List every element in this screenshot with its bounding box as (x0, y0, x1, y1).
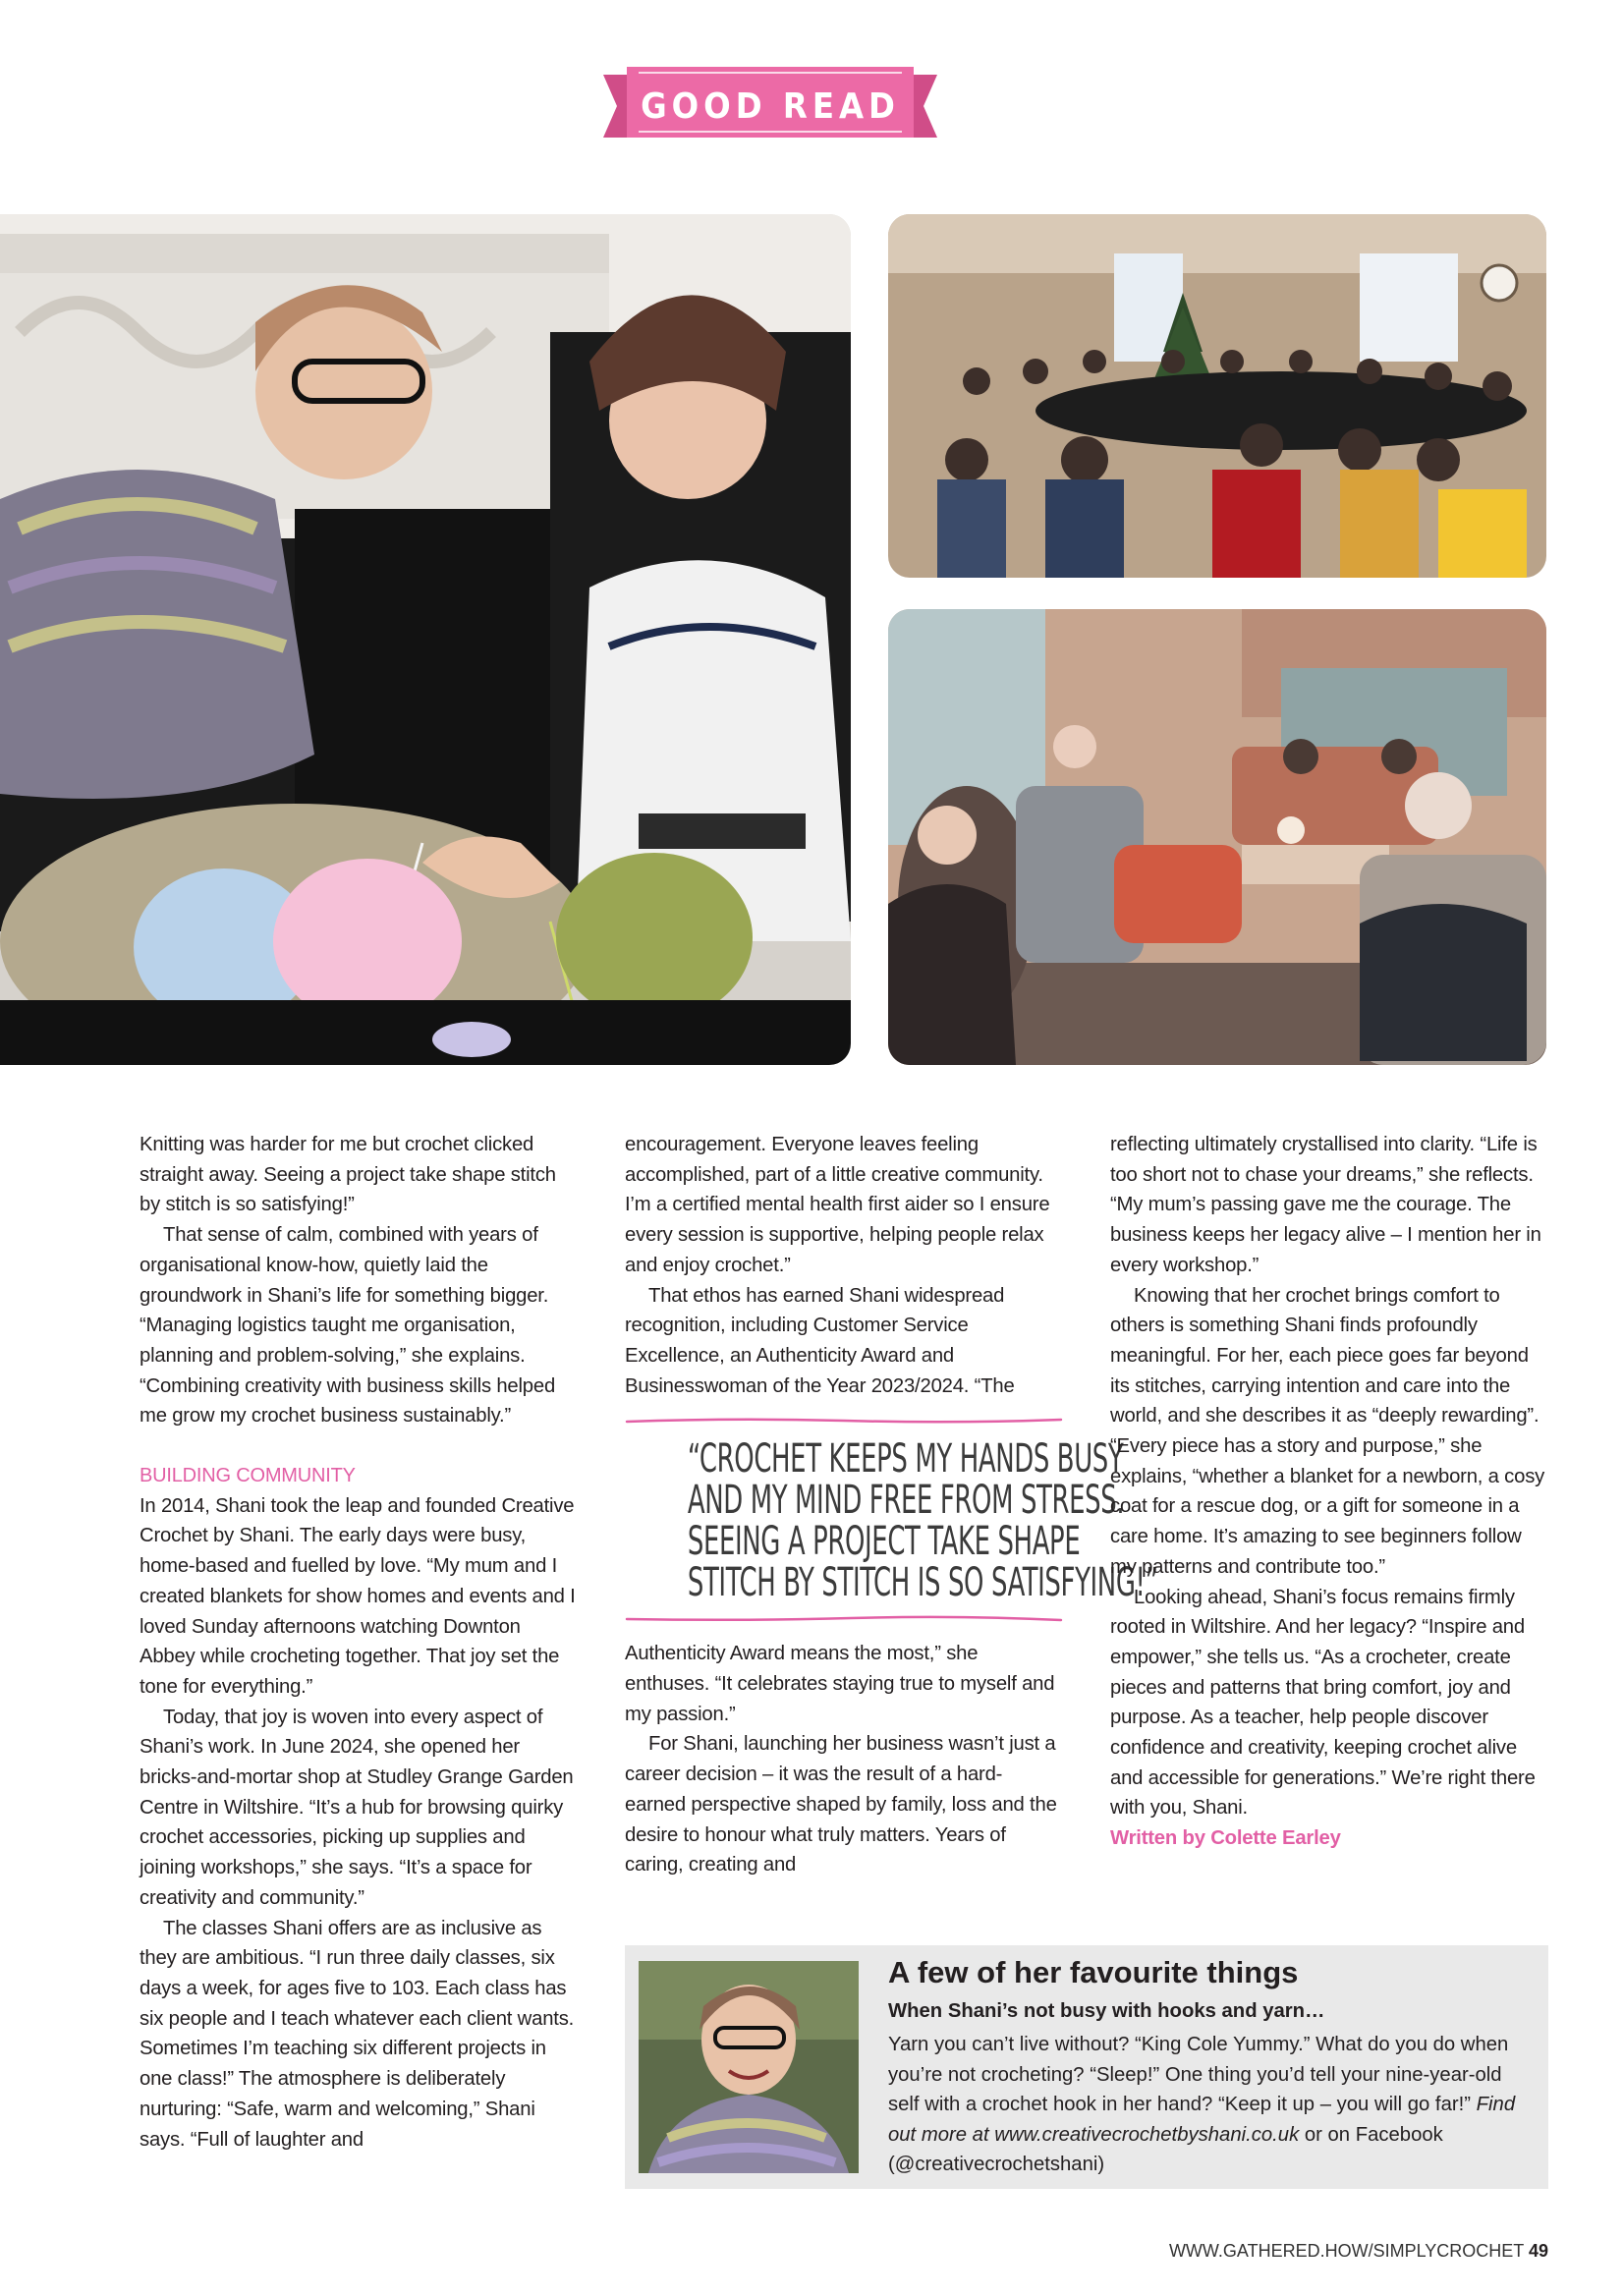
article-column-2 (625, 1130, 1158, 1880)
paragraph: The classes Shani offers are as inclusive as they are ambitious. “I run three daily classes, six days a week, for ages five to 103. Each class has six people and I teach whatever each client wants. Sometimes I’m teaching six different projects in one class!” The atmosphere is deliberately nurturing: “Safe, warm and welcoming,” Shani says. “Full of laughter and (140, 1917, 575, 2151)
favourites-text: Yarn you can’t live without? “King Cole Yummy.” What do you do when you’re not crocheting? “Sleep!” One thing you’d tell your nine-year-old self with a crochet hook in her hand? “Keep it up – you will go far!” (888, 2034, 1509, 2115)
favourites-tail: or on Facebook (@creativecrochetshani) (888, 2123, 1443, 2175)
website-link[interactable]: Find out more at www.creativecrochetbyshani.co.uk (888, 2094, 1516, 2146)
pull-quote-line: SEEING A PROJECT TAKE SHAPE (687, 1519, 1081, 1565)
paragraph: Today, that joy is woven into every aspect of Shani’s work. In June 2024, she opened her bricks-and-mortar shop at Studley Grange Garden Centre in Wiltshire. “It’s a hub for browsing quirky crochet accessories, picking up supplies and joining workshops,” she says. “It’s a space for creativity and community.” (140, 1706, 574, 1909)
page-footer (1169, 2241, 1548, 2262)
favourites-subtitle: When Shani’s not busy with hooks and yarn… (888, 2000, 1325, 2022)
paragraph: In 2014, Shani took the leap and founded Creative Crochet by Shani. The early days were busy, home-based and fuelled by love. “My mum and I created blankets for show homes and events and I loved Sunday afternoons watching Downton Abbey while crocheting together. That joy set the tone for everything.” (140, 1494, 576, 1698)
subheading: BUILDING COMMUNITY (140, 1465, 356, 1487)
article-column-1 (140, 1130, 578, 2155)
favourites-box (625, 1945, 1548, 2189)
paragraph: Looking ahead, Shani’s focus remains firmly rooted in Wiltshire. And her legacy? “Inspire and empower,” she tells us. “As a crocheter, create pieces and patterns that bring comfort, joy and purpose. As a teacher, help people discover confidence and creativity, keeping crochet alive and accessible for generations.” We’re right there with you, Shani. (1110, 1586, 1536, 1820)
pull-quote-line: AND MY MIND FREE FROM STRESS. (687, 1478, 1125, 1524)
paragraph: encouragement. Everyone leaves feeling accomplished, part of a little creative community. I’m a certified mental health first aider so I ensure every session is supportive, helping people relax and enjoy crochet.” (625, 1134, 1050, 1276)
photo-teaching-crochet (0, 214, 851, 1065)
paragraph: Knowing that her crochet brings comfort to others is something Shani finds profoundly meaningful. For her, each piece goes far beyond its stitches, carrying intention and care into the world, and she describes it as “deeply rewarding”. “Every piece has a story and purpose,” she explains, “whether a blanket for a newborn, a cosy coat for a rescue dog, or a gift for someone in a care home. It’s amazing to see beginners follow my patterns and contribute too.” (1110, 1284, 1545, 1578)
paragraph: Authenticity Award means the most,” she enthuses. “It celebrates staying true to myself and my passion.” (625, 1643, 1055, 1725)
portrait-photo (639, 1961, 859, 2173)
paragraph: For Shani, launching her business wasn’t just a career decision – it was the result of a hard-earned perspective shaped by family, loss and the desire to honour what truly matters. Years of caring, creating and (625, 1733, 1057, 1876)
section-banner (603, 67, 937, 145)
page-number: 49 (1528, 2241, 1548, 2261)
pull-quote-bottom-rule (625, 1615, 1063, 1623)
pull-quote-line: “CROCHET KEEPS MY HANDS BUSY (687, 1436, 1124, 1483)
footer-url[interactable]: WWW.GATHERED.HOW/SIMPLYCROCHET (1168, 2241, 1524, 2261)
pull-quote (625, 1417, 1158, 1623)
paragraph: reflecting ultimately crystallised into clarity. “Life is too short not to chase your dreams,” she reflects. “My mum’s passing gave me the courage. The business keeps her legacy alive – I mention her in every workshop.” (1110, 1134, 1541, 1276)
paragraph: That ethos has earned Shani widespread recognition, including Customer Service Excellence, an Authenticity Award and Businesswoman of the Year 2023/2024. “The (625, 1284, 1015, 1397)
pull-quote-top-rule (625, 1417, 1063, 1425)
article-column-3 (1110, 1130, 1548, 1854)
favourites-title: A few of her favourite things (888, 1955, 1299, 1989)
favourites-body (888, 2030, 1527, 2180)
banner-label: GOOD READ (641, 85, 900, 127)
byline: Written by Colette Earley (1110, 1827, 1341, 1850)
paragraph: That sense of calm, combined with years of organisational know-how, quietly laid the groundwork in Shani’s life for something bigger. “Managing logistics taught me organisation, planning and problem-solving,” she explains. “Combining creativity with business skills helped me grow my crochet business sustainably.” (140, 1224, 556, 1428)
paragraph: Knitting was harder for me but crochet clicked straight away. Seeing a project take shape stitch by stitch is so satisfying!” (140, 1134, 556, 1216)
photo-small-group (888, 609, 1546, 1065)
photo-group-workshop (888, 214, 1546, 578)
pull-quote-line: STITCH BY STITCH IS SO SATISFYING!” (687, 1560, 1158, 1606)
